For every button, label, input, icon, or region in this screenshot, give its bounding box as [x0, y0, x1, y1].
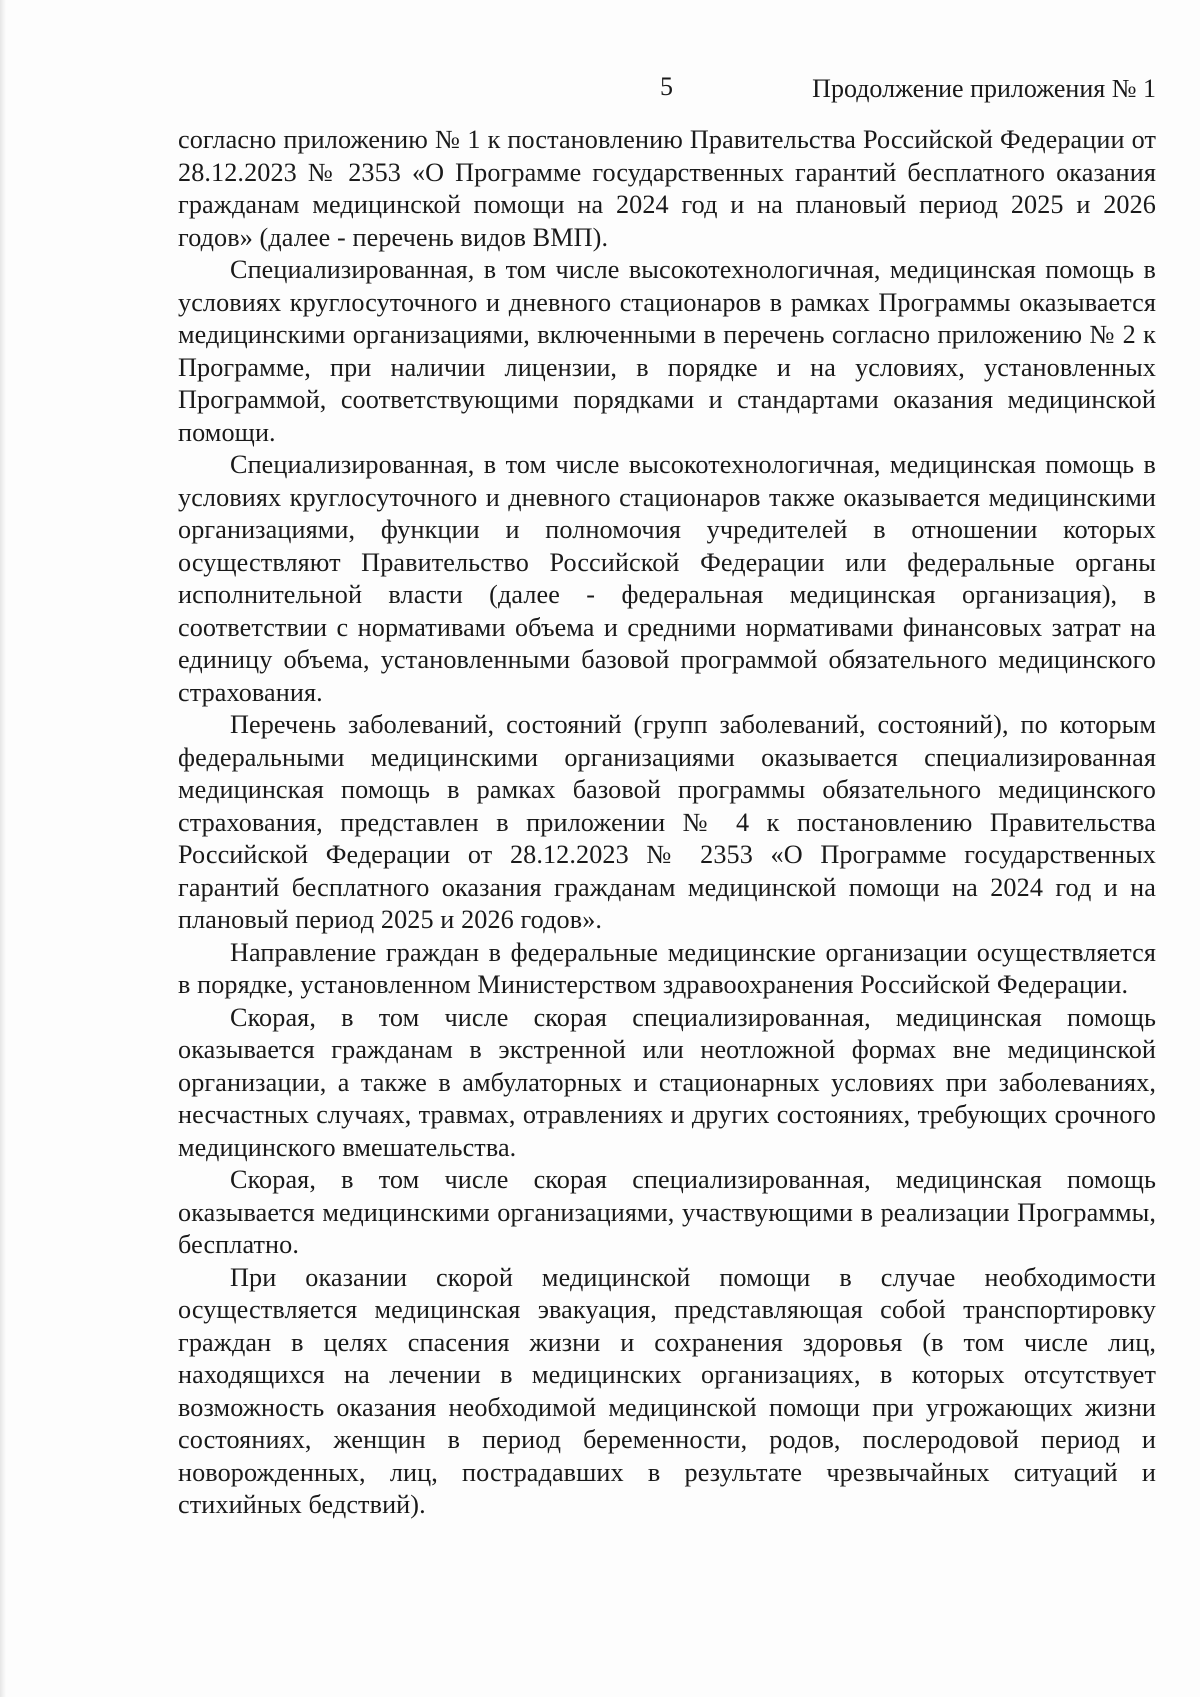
scan-edge-shadow [0, 0, 6, 1697]
page-number: 5 [660, 72, 673, 101]
paragraph-medical-evacuation: При оказании скорой медицинской помощи в случае необходимости осуществляется медицинская эвакуация, представляющая собой транспортировку граждан в целях спасения жизни и сохранения здоровья (в том числе лиц, находящихся на лечении в медицинских организациях, в которых отсутствует возможность оказания необходимой медицинской помощи при угрожающих жизни состояниях, женщин в период беременности, родов, послеродовой период и новорожденных, лиц, пострадавших в результате чрезвычайных ситуаций и стихийных бедствий). [178, 1262, 1156, 1519]
paragraph-continuation: согласно приложению № 1 к постановлению Правительства Российской Федерации от 28.12.2023 № 2353 «О Программе государственных гарантий бесплатного оказания гражданам медицинской помощи на 2024 год и на плановый период 2025 и 2026 годов» (далее - перечень видов ВМП). [178, 125, 1156, 252]
document-body [178, 124, 1156, 1522]
paragraph-referral: Направление граждан в федеральные медицинские организации осуществляется в порядке, установленном Министерством здравоохранения Российской Федерации. [178, 937, 1156, 999]
paragraph-emergency-free: Скорая, в том числе скорая специализированная, медицинская помощь оказывается медицинскими организациями, участвующими в реализации Программы, бесплатно. [178, 1165, 1156, 1259]
paragraph-specialized-care: Специализированная, в том числе высокотехнологичная, медицинская помощь в условиях круглосуточного и дневного стационаров в рамках Программы оказывается медицинскими организациями, включенными в перечень согласно приложению № 2 к Программе, при наличии лицензии, в порядке и на условиях, установленных Программой, соответствующими порядками и стандартами оказания медицинской помощи. [178, 255, 1156, 447]
running-header: Продолжение приложения № 1 [812, 74, 1156, 103]
paragraph-federal-organizations: Специализированная, в том числе высокотехнологичная, медицинская помощь в условиях круглосуточного и дневного стационаров также оказывается медицинскими организациями, функции и полномочия учредителей в отношении которых осуществляют Правительство Российской Федерации или федеральные органы исполнительной власти (далее - федеральная медицинская организация), в соответствии с нормативами объема и средними нормативами финансовых затрат на единицу объема, установленными базовой программой обязательного медицинского страхования. [178, 450, 1156, 707]
paragraph-disease-list: Перечень заболеваний, состояний (групп заболеваний, состояний), по которым федеральными медицинскими организациями оказывается специализированная медицинская помощь в рамках базовой программы обязательного медицинского страхования, представлен в приложении № 4 к постановлению Правительства Российской Федерации от 28.12.2023 № 2353 «О Программе государственных гарантий бесплатного оказания гражданам медицинской помощи на 2024 год и на плановый период 2025 и 2026 годов». [178, 710, 1156, 934]
paragraph-emergency-care: Скорая, в том числе скорая специализированная, медицинская помощь оказывается гражданам в экстренной или неотложной формах вне медицинской организации, а также в амбулаторных и стационарных условиях при заболеваниях, несчастных случаях, травмах, отравлениях и других состояниях, требующих срочного медицинского вмешательства. [178, 1002, 1156, 1162]
